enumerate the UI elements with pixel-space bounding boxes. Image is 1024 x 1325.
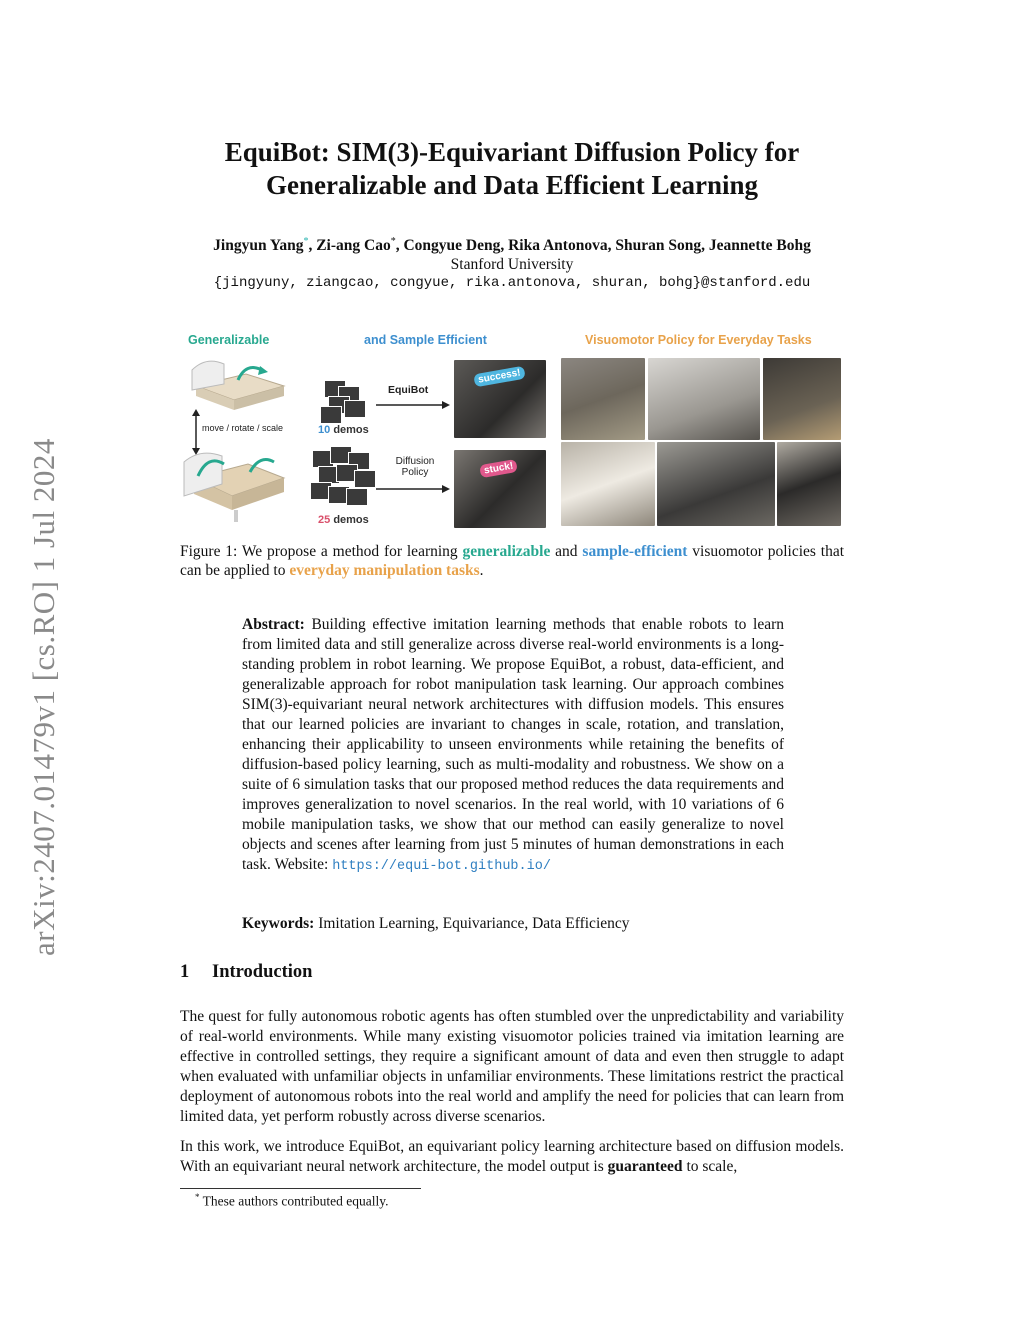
caption-sample-efficient: sample-efficient — [582, 543, 688, 560]
para2-end: to scale, — [686, 1158, 738, 1175]
arxiv-identifier: arXiv:2407.01479v1 [cs.RO] 1 Jul 2024 — [26, 438, 61, 956]
demo-thumbnail — [346, 488, 368, 506]
keywords-text: Imitation Learning, Equivariance, Data Efficiency — [318, 915, 630, 932]
footnote-mark: * — [195, 1192, 200, 1202]
success-photo — [454, 360, 546, 438]
footnote-text: These authors contributed equally. — [202, 1193, 389, 1209]
demos-10-word: demos — [333, 424, 369, 436]
keywords — [242, 915, 784, 933]
demos-10-number: 10 — [318, 424, 331, 436]
author-list: Jingyun Yang*, Zi-ang Cao*, Congyue Deng, Rika Antonova, Shuran Song, Jeannette Bohg — [213, 236, 811, 255]
diffusion-arrow — [376, 484, 452, 494]
demos-10-label — [318, 424, 369, 436]
caption-prefix: Figure 1: We propose a method for learning — [180, 543, 458, 560]
task-photo-box — [777, 442, 841, 526]
task-photo-luggage — [657, 442, 775, 526]
website-label: Website: — [274, 856, 329, 873]
caption-everyday: everyday manipulation tasks — [289, 562, 480, 579]
intro-paragraph-1: The quest for fully autonomous robotic agents has often stumbled over the unpredictability and variability of real-world environments. While many existing visuomotor policies trained via imitation learning are effective in controlled settings, they require a significant amount of data and even then struggle to adapt when evaluated with unfamiliar objects in unfamiliar environments. These limitations restrict the practical deployment of autonomous robots into the real world and amplify the need for policies that can learn from limited data, yet perform robustly across diverse scenarios. — [180, 1008, 844, 1125]
equibot-arrow — [376, 400, 452, 410]
title-line-1: EquiBot: SIM(3)-Equivariant Diffusion Policy for — [224, 137, 800, 167]
title-line-2: Generalizable and Data Efficient Learning — [266, 170, 758, 200]
section-heading — [180, 962, 312, 983]
transform-text: move / rotate / scale — [202, 423, 284, 433]
section-title: Introduction — [212, 962, 313, 982]
equal-contribution-mark-2: * — [390, 236, 396, 247]
author-emails: {jingyuny, ziangcao, congyue, rika.antonova, shuran, bohg}@stanford.edu — [213, 275, 811, 291]
authors-rest: Congyue Deng, Rika Antonova, Shuran Song, Jeannette Bohg — [403, 237, 811, 255]
stuck-photo — [454, 450, 546, 528]
demo-thumbnail — [344, 400, 366, 418]
abstract — [242, 615, 784, 877]
success-badge: success! — [473, 366, 525, 388]
figure-label-sample-efficient: and Sample Efficient — [364, 333, 487, 347]
demos-25-number: 25 — [318, 514, 331, 526]
diffusion-policy-label: Diffusion Policy — [395, 456, 435, 478]
footnote-rule — [180, 1188, 421, 1189]
affiliation: Stanford University — [450, 256, 574, 273]
task-photo-bed — [561, 442, 655, 526]
task-photo-cloth — [561, 358, 645, 440]
abstract-text: Building effective imitation learning methods that enable robots to learn from limited data and still generalize across diverse real-world environments is a long-standing problem in robot learning. We propose EquiBot, a robust, data-efficient, and generalizable approach for robot manipulation task learning. Our approach combines SIM(3)-equivariant neural network architectures with diffusion models. This ensures that our learned policies are invariant to changes in scale, rotation, and translation, enhancing their applicability to unseen environments while retaining the benefits of diffusion-based policy learning, such as multi-modality and robustness. We show on a suite of 6 simulation tasks that our proposed method reduces the data requirements and improves generalization to novel scenarios. In the real world, with 10 variations of 6 mobile manipulation tasks, we show that our method can easily generalize to novel objects and scenes after learning from just 5 minutes of human demonstrations in each task. — [242, 616, 784, 873]
intro-paragraph-2 — [180, 1137, 844, 1177]
equal-contribution-mark-1: * — [303, 236, 309, 247]
small-bed-illustration — [186, 356, 286, 416]
task-photo-table — [763, 358, 841, 440]
author-2: Zi-ang Cao — [316, 237, 391, 255]
footnote — [195, 1192, 388, 1210]
stuck-badge: stuck! — [479, 459, 518, 478]
abstract-label: Abstract: — [242, 616, 305, 633]
para2-start: In this work, we introduce EquiBot, an equivariant policy learning architecture based on diffusion models. With an equivariant neural network architecture, the model output is — [180, 1138, 844, 1175]
caption-middle: visuomotor policies that can be applied to — [180, 543, 845, 579]
section-number: 1 — [180, 962, 190, 982]
equibot-label: EquiBot — [388, 384, 429, 396]
demos-25-label — [318, 514, 369, 526]
figure-1 — [180, 330, 844, 530]
figure-1-caption — [180, 542, 844, 580]
author-1: Jingyun Yang — [213, 237, 304, 255]
paper-title — [150, 136, 874, 202]
para2-bold: guaranteed — [607, 1158, 683, 1175]
caption-generalizable: generalizable — [462, 543, 551, 560]
caption-and: and — [555, 543, 578, 560]
demos-25-word: demos — [333, 514, 369, 526]
caption-end: . — [479, 562, 484, 579]
figure-label-visuomotor: Visuomotor Policy for Everyday Tasks — [585, 333, 812, 347]
keywords-label: Keywords: — [242, 915, 315, 932]
task-photo-chair — [648, 358, 760, 440]
large-bed-illustration — [180, 448, 290, 526]
website-link[interactable]: https://equi-bot.github.io/ — [332, 859, 551, 874]
figure-label-generalizable: Generalizable — [188, 333, 270, 347]
demo-thumbnail — [354, 470, 376, 488]
demo-thumbnail — [320, 406, 342, 424]
